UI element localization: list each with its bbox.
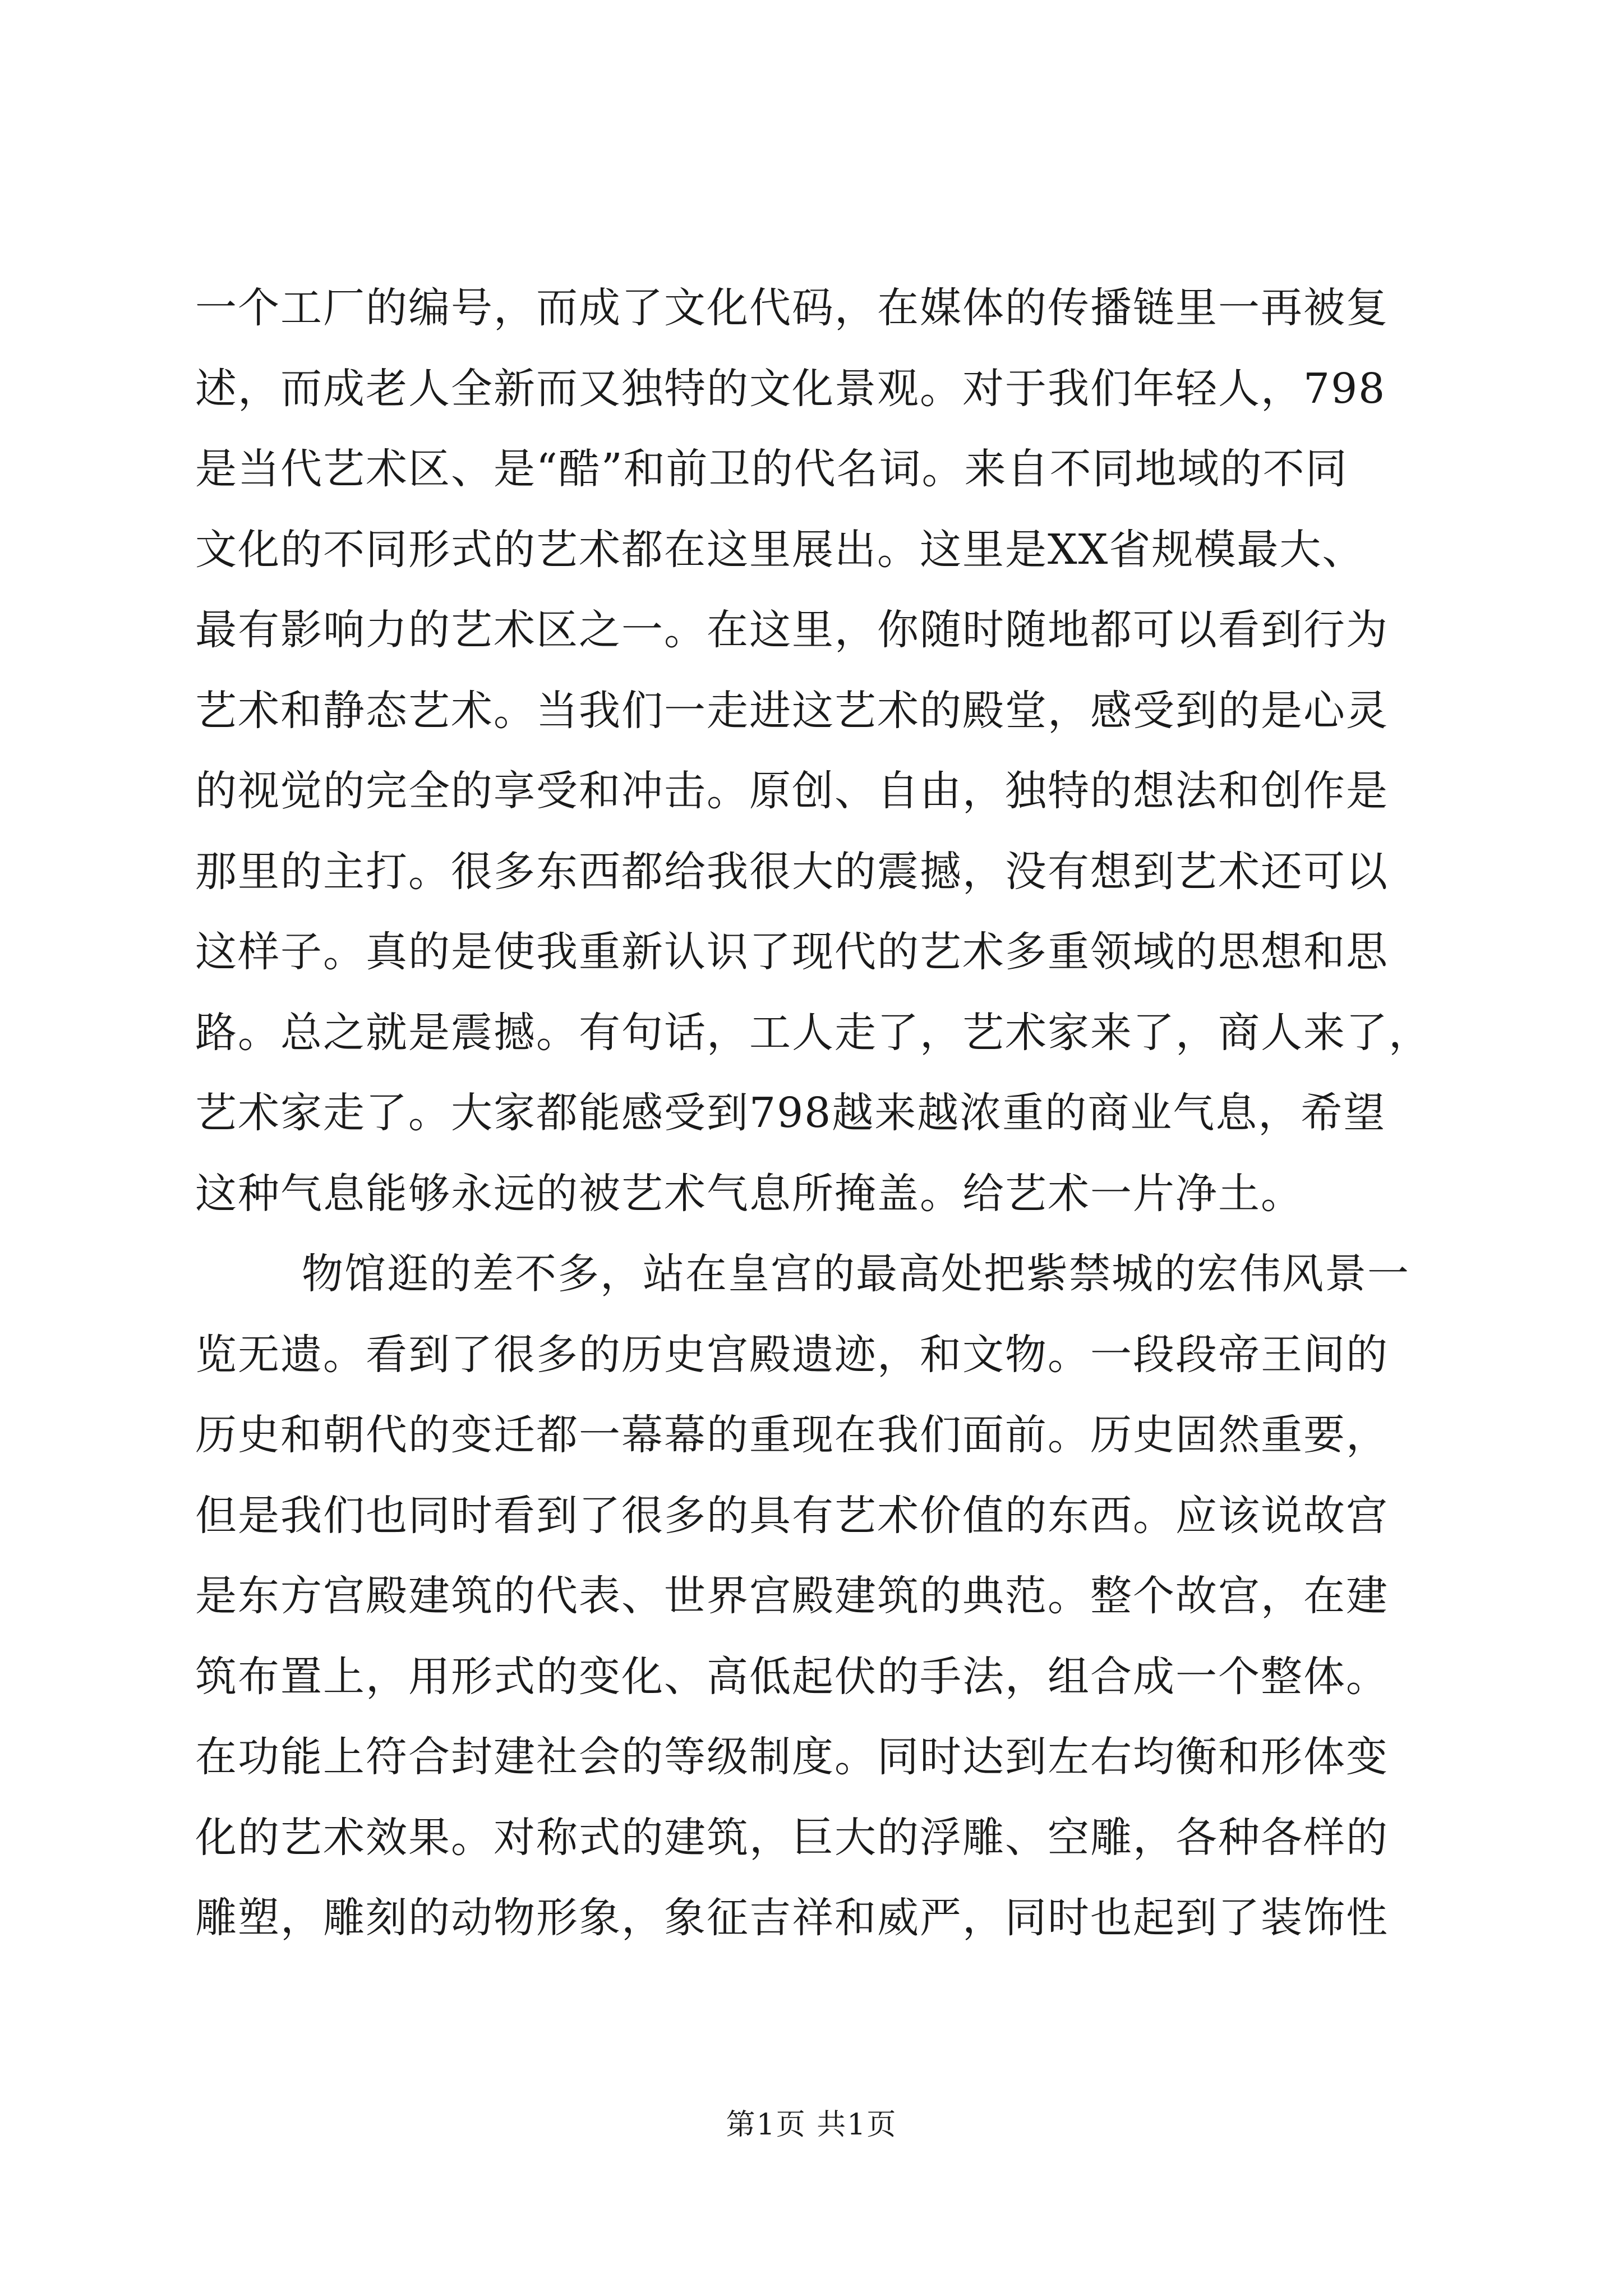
paragraph-1 [195,268,1429,1234]
text-line: 但是我们也同时看到了很多的具有艺术价值的东西。应该说故宫 [195,1491,1389,1540]
text-line: 路。总之就是震撼。有句话，工人走了，艺术家来了，商人来了， [195,1008,1431,1057]
text-line: 物馆逛的差不多，站在皇宫的最高处把紫禁城的宏伟风景一 [302,1250,1410,1298]
text-line: 览无遗。看到了很多的历史宫殿遗迹，和文物。一段段帝王间的 [195,1330,1389,1379]
text-line: 筑布置上，用形式的变化、高低起伏的手法，组合成一个整体。 [195,1652,1389,1701]
text-line: 的视觉的完全的享受和冲击。原创、自由，独特的想法和创作是 [195,767,1389,815]
text-line: 最有影响力的艺术区之一。在这里，你随时随地都可以看到行为 [195,606,1389,654]
paragraph-2 [195,1234,1429,1959]
text-line: 在功能上符合封建社会的等级制度。同时达到左右均衡和形体变 [195,1733,1389,1781]
text-line: 艺术家走了。大家都能感受到798越来越浓重的商业气息，希望 [195,1089,1386,1137]
text-line: 那里的主打。很多东西都给我很大的震撼，没有想到艺术还可以 [195,847,1389,896]
text-line: 历史和朝代的变迁都一幕幕的重现在我们面前。历史固然重要， [195,1411,1389,1459]
text-line: 这种气息能够永远的被艺术气息所掩盖。给艺术一片净土。 [195,1169,1303,1218]
text-line: 述，而成老人全新而又独特的文化景观。对于我们年轻人，798 [195,364,1386,413]
text-line: 是当代艺术区、是“酷”和前卫的代名词。来自不同地域的不同 [195,445,1348,493]
text-line: 艺术和静态艺术。当我们一走进这艺术的殿堂，感受到的是心灵 [195,686,1389,735]
document-body [195,268,1429,1959]
text-line: 这样子。真的是使我重新认识了现代的艺术多重领域的思想和思 [195,928,1389,976]
text-line: 一个工厂的编号，而成了文化代码，在媒体的传播链里一再被复 [195,284,1389,332]
text-line: 化的艺术效果。对称式的建筑，巨大的浮雕、空雕，各种各样的 [195,1813,1389,1862]
page-footer: 第1页 共1页 [726,2108,897,2142]
text-line: 是东方宫殿建筑的代表、世界宫殿建筑的典范。整个故宫，在建 [195,1572,1389,1620]
text-line: 文化的不同形式的艺术都在这里展出。这里是XX省规模最大、 [195,525,1365,574]
text-line: 雕塑，雕刻的动物形象，象征吉祥和威严，同时也起到了装饰性 [195,1894,1389,1942]
